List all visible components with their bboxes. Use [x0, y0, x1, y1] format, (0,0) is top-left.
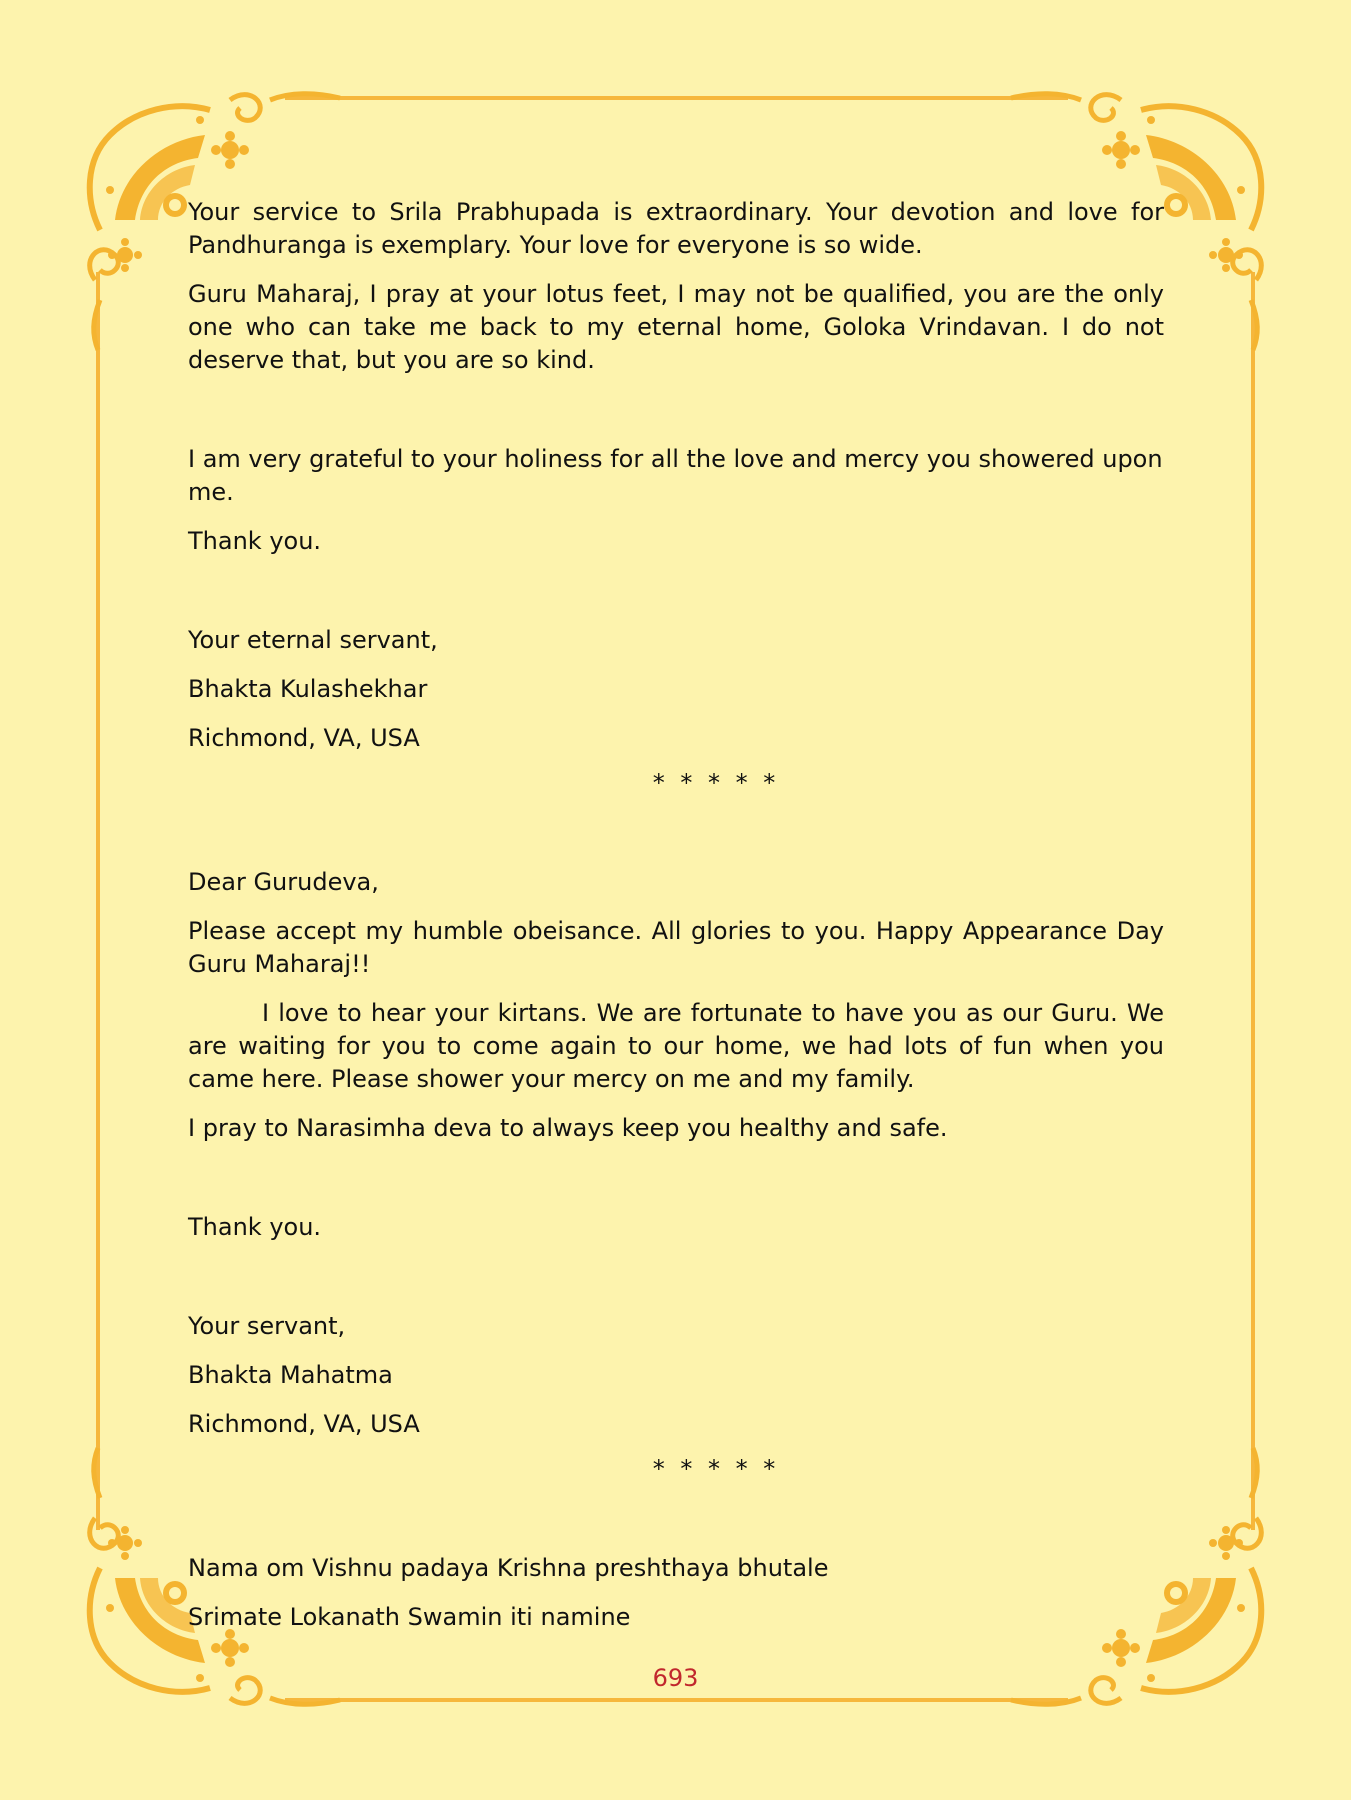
- letter2-salutation: Dear Gurudeva,: [188, 868, 379, 896]
- separator-stars-2: * * * * *: [652, 1455, 780, 1483]
- letter2-thanks: Thank you.: [188, 1213, 322, 1241]
- page-number: 693: [652, 1664, 699, 1692]
- letter2-location: Richmond, VA, USA: [188, 1410, 420, 1438]
- letter2-paragraph-1: Please accept my humble obeisance. All glories to you. Happy Appearance Day Guru Maharaj!!: [188, 917, 1164, 978]
- letter1-signature: Bhakta Kulashekhar: [188, 675, 428, 703]
- letter2-paragraph-2: I love to hear your kirtans. We are fortunate to have you as our Guru. We are waiting for you to come again to our home, we had lots of fun when you came here. Please shower your mercy on me and my family.: [188, 999, 1164, 1093]
- letter2-paragraph-3: I pray to Narasimha deva to always keep you healthy and safe.: [188, 1114, 948, 1142]
- letter2-closing: Your servant,: [188, 1312, 346, 1340]
- letter1-paragraph-2: Guru Maharaj, I pray at your lotus feet, I may not be qualified, you are the only one who can take me back to my eternal home, Goloka Vrindavan. I do not deserve that, but you are so kind.: [188, 280, 1164, 374]
- letter1-location: Richmond, VA, USA: [188, 724, 420, 752]
- verse-line-1: Nama om Vishnu padaya Krishna preshthaya bhutale: [188, 1554, 829, 1582]
- letter1-closing: Your eternal servant,: [188, 626, 438, 654]
- letter1-thanks: Thank you.: [188, 527, 322, 555]
- separator-stars-1: * * * * *: [652, 769, 780, 797]
- letter1-paragraph-3: I am very grateful to your holiness for all the love and mercy you showered upon me.: [188, 445, 1163, 506]
- letter2-signature: Bhakta Mahatma: [188, 1361, 393, 1389]
- letter-content: [188, 196, 1164, 1634]
- verse-line-2: Srimate Lokanath Swamin iti namine: [188, 1603, 631, 1631]
- letter1-paragraph-1: Your service to Srila Prabhupada is extraordinary. Your devotion and love for Pandhuranga is exemplary. Your love for everyone is so wide.: [188, 198, 1164, 259]
